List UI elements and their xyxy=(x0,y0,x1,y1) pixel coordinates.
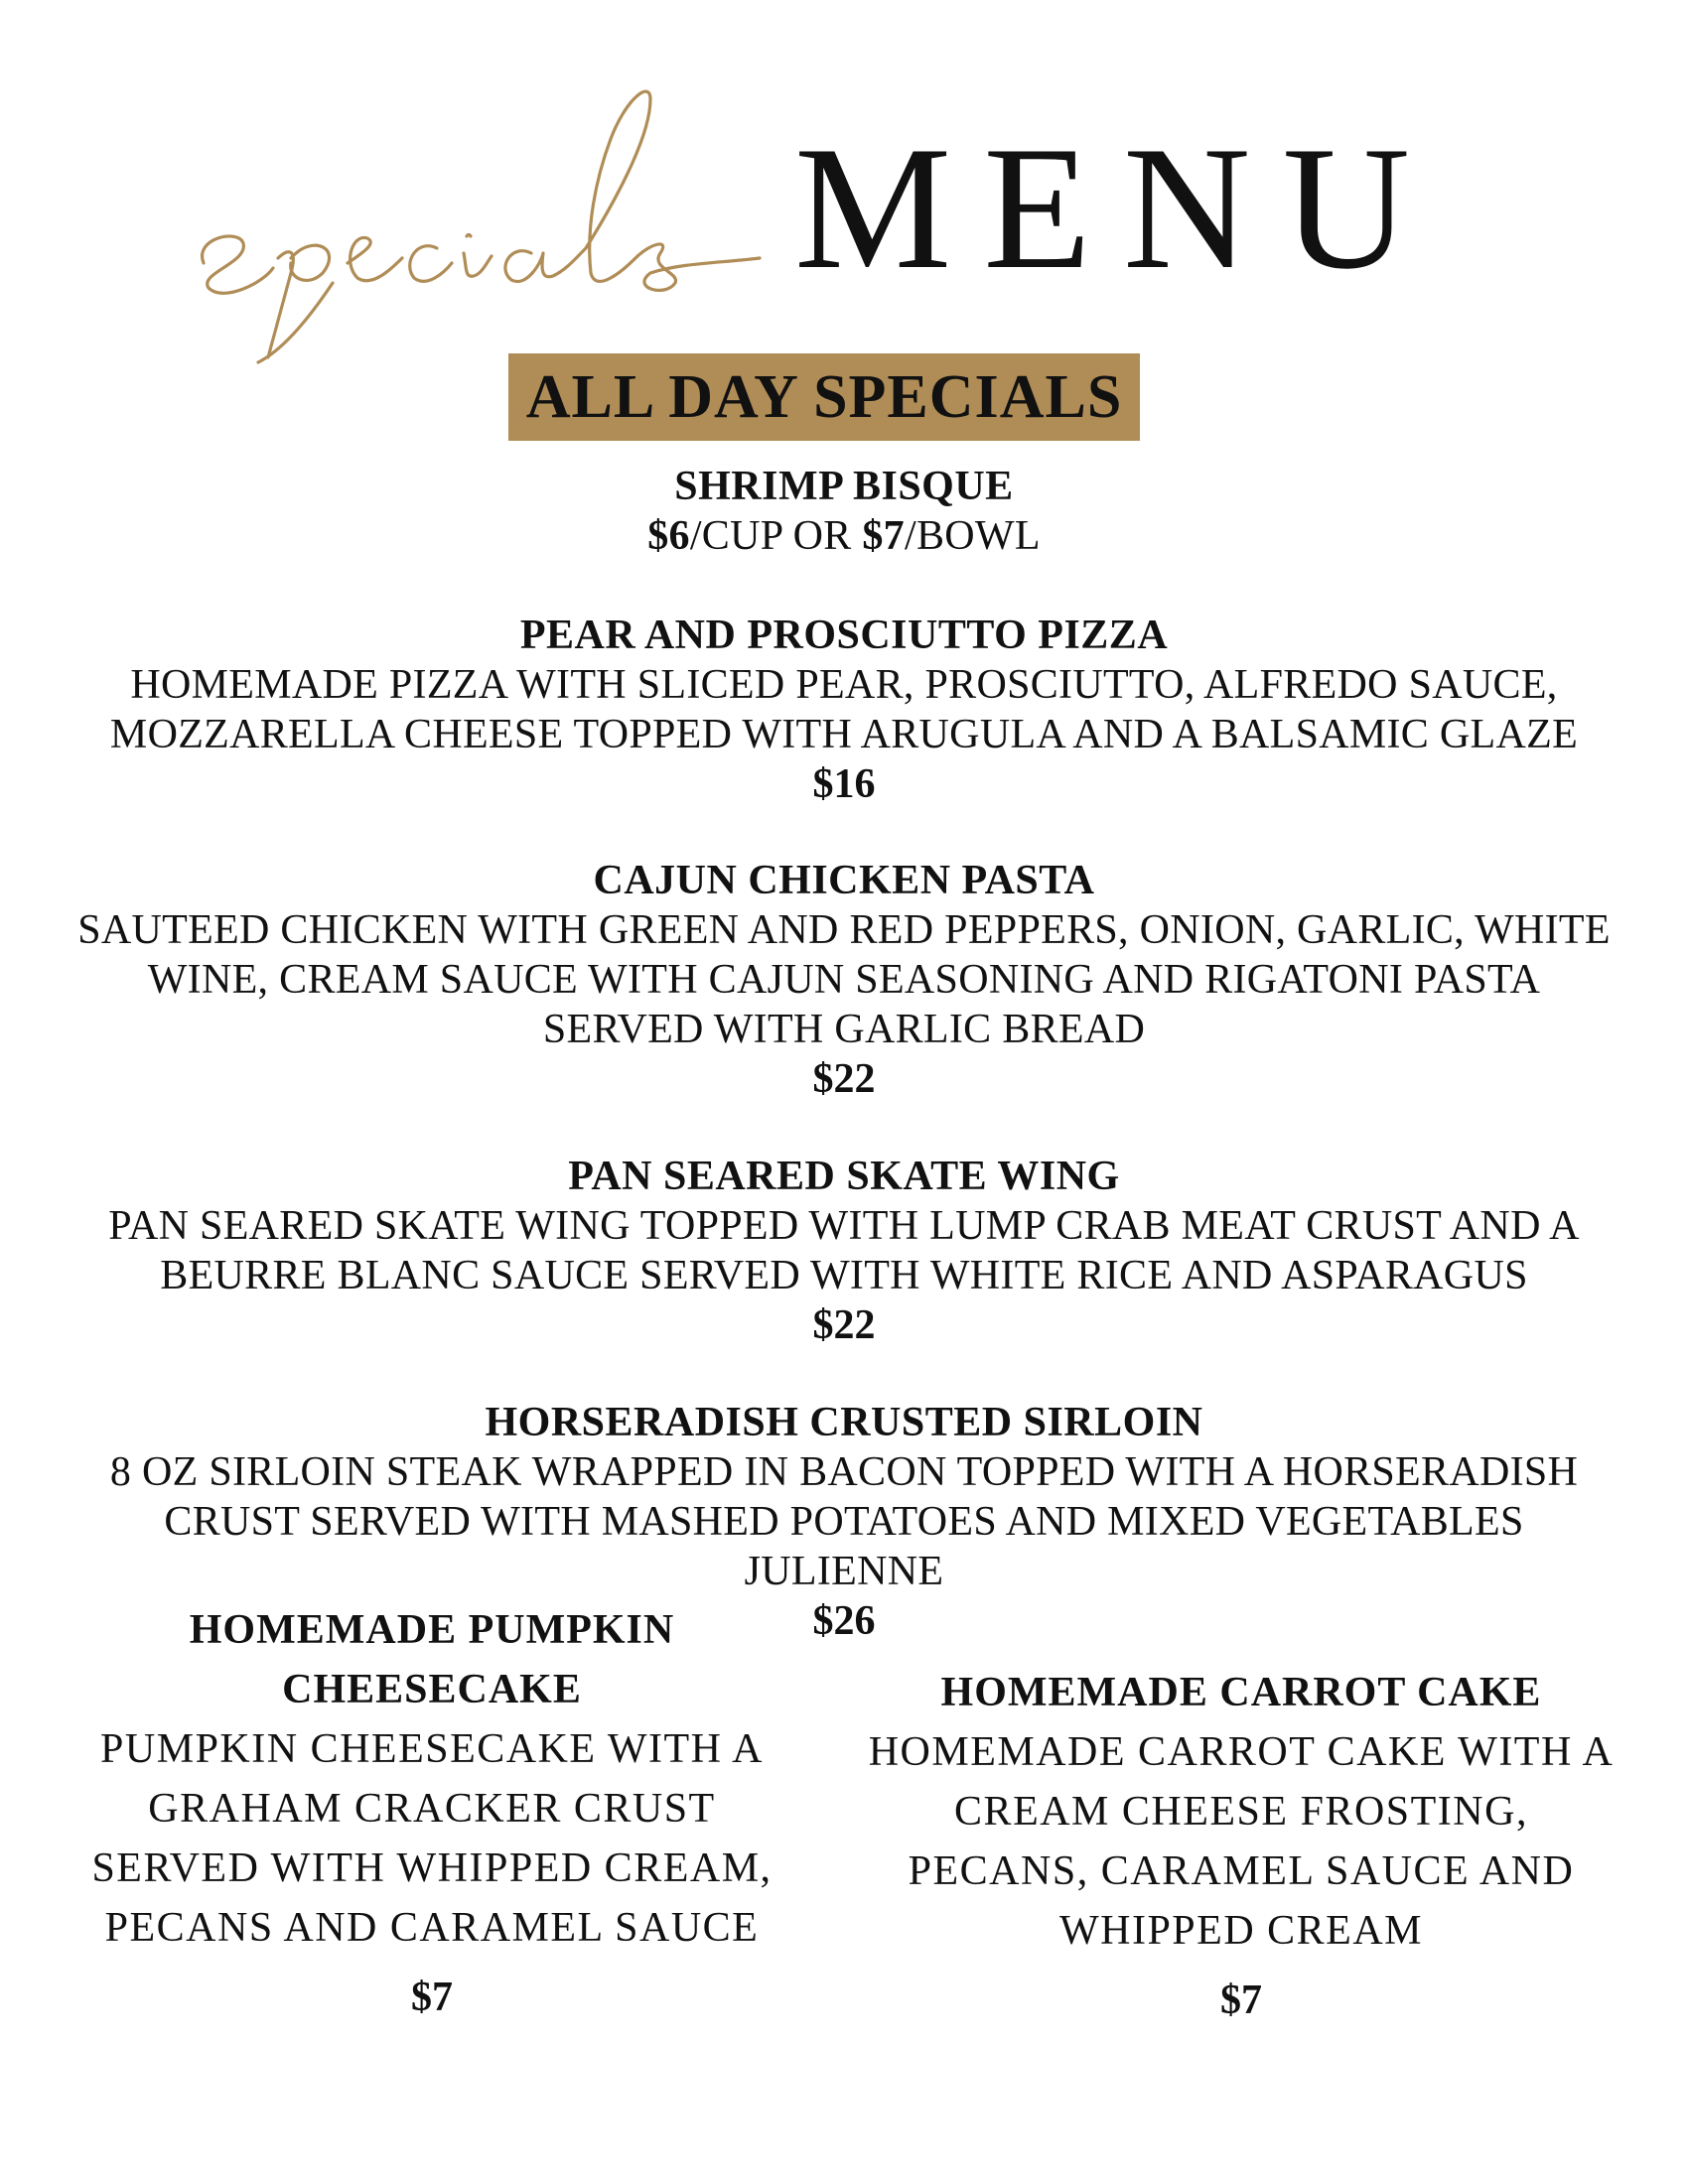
cup-price: $6 xyxy=(647,513,690,559)
specials-script-logo xyxy=(184,60,829,377)
item-description: 8 OZ SIRLOIN STEAK WRAPPED IN BACON TOPPED WITH A HORSERADISH CRUST SERVED WITH MASHED POTATOES AND MIXED VEGETABLES JULIENNE xyxy=(109,1449,1579,1594)
dessert-description: PUMPKIN CHEESECAKE WITH A GRAHAM CRACKER CRUST SERVED WITH WHIPPED CREAM, PECANS AND CARAMEL SAUCE xyxy=(91,1726,773,1951)
dessert-price: $7 xyxy=(411,1975,453,2020)
menu-item-cajun-chicken-pasta xyxy=(0,856,1688,1104)
dessert-price: $7 xyxy=(1220,1978,1262,2023)
dessert-name: HOMEMADE PUMPKIN CHEESECAKE xyxy=(189,1607,675,1712)
dessert-name: HOMEMADE CARROT CAKE xyxy=(940,1670,1542,1715)
menu-title: MENU xyxy=(794,109,1443,306)
dessert-pumpkin-cheesecake xyxy=(40,1600,824,2027)
cup-label: /CUP OR xyxy=(689,513,863,559)
item-description: HOMEMADE PIZZA WITH SLICED PEAR, PROSCIUTTO, ALFREDO SAUCE, MOZZARELLA CHEESE TOPPED WITH ARUGULA AND A BALSAMIC GLAZE xyxy=(109,662,1579,757)
item-price-line xyxy=(0,511,1688,561)
specials-script-art xyxy=(184,60,829,377)
item-name: HORSERADISH CRUSTED SIRLOIN xyxy=(485,1400,1203,1445)
all-day-specials-banner xyxy=(508,353,1140,441)
bowl-label: /BOWL xyxy=(904,513,1041,559)
item-price: $22 xyxy=(812,1056,876,1102)
bowl-price: $7 xyxy=(862,513,905,559)
dessert-carrot-cake xyxy=(834,1663,1648,2030)
item-name: SHRIMP BISQUE xyxy=(674,464,1014,509)
item-name: CAJUN CHICKEN PASTA xyxy=(593,858,1095,903)
item-price: $22 xyxy=(812,1302,876,1348)
item-price: $16 xyxy=(812,761,876,807)
item-price: $26 xyxy=(812,1598,876,1644)
dessert-description: HOMEMADE CARROT CAKE WITH A CREAM CHEESE FROSTING, PECANS, CARAMEL SAUCE AND WHIPPED CREAM xyxy=(868,1729,1615,1954)
item-description: SAUTEED CHICKEN WITH GREEN AND RED PEPPERS, ONION, GARLIC, WHITE WINE, CREAM SAUCE WITH CAJUN SEASONING AND RIGATONI PASTA SERVED WITH GARLIC BREAD xyxy=(77,907,1611,1052)
menu-item-pan-seared-skate-wing xyxy=(0,1152,1688,1350)
item-name: PEAR AND PROSCIUTTO PIZZA xyxy=(519,613,1169,658)
banner-label: ALL DAY SPECIALS xyxy=(525,362,1123,431)
item-description: PAN SEARED SKATE WING TOPPED WITH LUMP CRAB MEAT CRUST AND A BEURRE BLANC SAUCE SERVED WITH WHITE RICE AND ASPARAGUS xyxy=(108,1203,1580,1298)
menu-item-pear-prosciutto-pizza xyxy=(0,611,1688,809)
item-name: PAN SEARED SKATE WING xyxy=(568,1154,1120,1199)
menu-item-shrimp-bisque xyxy=(0,462,1688,561)
